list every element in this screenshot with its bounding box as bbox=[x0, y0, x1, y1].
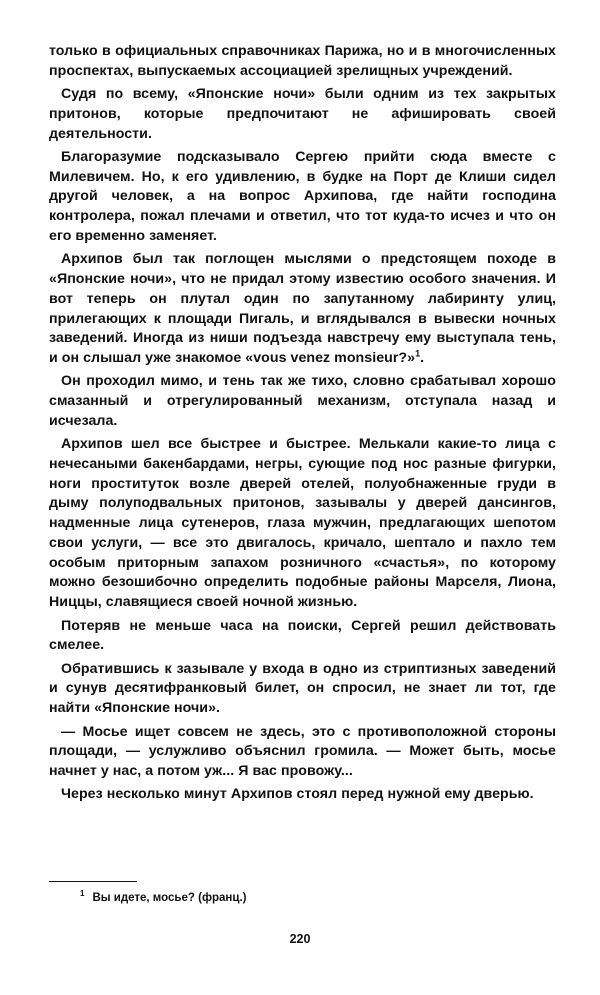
footnote-text: Вы идете, мосье? (франц.) bbox=[92, 892, 247, 904]
footnote bbox=[80, 889, 247, 904]
page-number: 220 bbox=[289, 932, 311, 946]
paragraph: — Мосье ищет совсем не здесь, это с противоположной стороны площади, — услужливо объяснил громила. — Может быть, мосье начнет у нас, а потом уж... Я вас провожу... bbox=[49, 723, 556, 779]
body-text bbox=[49, 42, 556, 809]
paragraph: Архипов шел все быстрее и быстрее. Мелькали какие-то лица с нечесаными бакенбардами, негры, сующие под нос разные фигурки, ноги проституток возле дверей отелей, полуобнаженные груди в дыму полуподвальных притонов, зазывалы у дверей дансингов, надменные лица сутенеров, глаза мужчин, предлагающих шепотом свои услуги, — все это двигалось, кричало, шептало и пахло тем особым приторным запахом розничного «счастья», по которому можно безошибочно определить подобные районы Марселя, Лиона, Ниццы, славящиеся своей ночной жизнью. bbox=[49, 436, 556, 611]
paragraph: только в официальных справочниках Парижа, но и в многочисленных проспектах, выпускаемых ассоциацией зрелищных учреждений. bbox=[49, 43, 556, 79]
paragraph: Он проходил мимо, и тень так же тихо, словно срабатывал хорошо смазанный и отрегулированный механизм, отступала назад и исчезала. bbox=[49, 373, 556, 429]
paragraph: Благоразумие подсказывало Сергею прийти сюда вместе с Милевичем. Но, к его удивлению, в будке на Порт де Клиши сидел другой человек, а на вопрос Архипова, где найти господина контролера, пожал плечами и ответил, что тот куда-то исчез и что он его временно заменяет. bbox=[49, 148, 556, 244]
paragraph: Судя по всему, «Японские ночи» были одним из тех закрытых притонов, которые предпочитают не афишировать своей деятельности. bbox=[49, 86, 556, 142]
paragraph: Обратившись к зазывале у входа в одно из стриптизных заведений и сунув десятифранковый билет, он спросил, не знает ли тот, где найти «Японские ночи». bbox=[49, 660, 556, 717]
paragraph-text: Архипов был так поглощен мыслями о предстоящем походе в «Японские ночи», что не придал этому известию особого значения. И вот теперь он плутал один по запутанному лабиринту улиц, прилегающих к площади Пигаль, и вглядывался в вывески ночных заведений. Иногда из ниши подъезда навстречу ему выступала тень, и он слышал уже знакомое «vous venez monsieur?» bbox=[49, 251, 556, 367]
footnote-reference: 1 bbox=[415, 348, 421, 359]
paragraph: Через несколько минут Архипов стоял перед нужной ему дверью. bbox=[61, 786, 534, 803]
footnote-mark: 1 bbox=[80, 889, 85, 899]
footnote-divider bbox=[49, 881, 137, 882]
paragraph: Потеряв не меньше часа на поиски, Сергей решил действовать смелее. bbox=[49, 617, 556, 654]
paragraph-with-footnote: Архипов был так поглощен мыслями о предстоящем походе в «Японские ночи», что не придал этому известию особого значения. И вот теперь он плутал один по запутанному лабиринту улиц, прилегающих к площади Пигаль, и вглядывался в вывески ночных заведений. Иногда из ниши подъезда навстречу ему выступала тень, и он слышал уже знакомое «vous venez monsieur?»$^1$. bbox=[49, 251, 556, 367]
